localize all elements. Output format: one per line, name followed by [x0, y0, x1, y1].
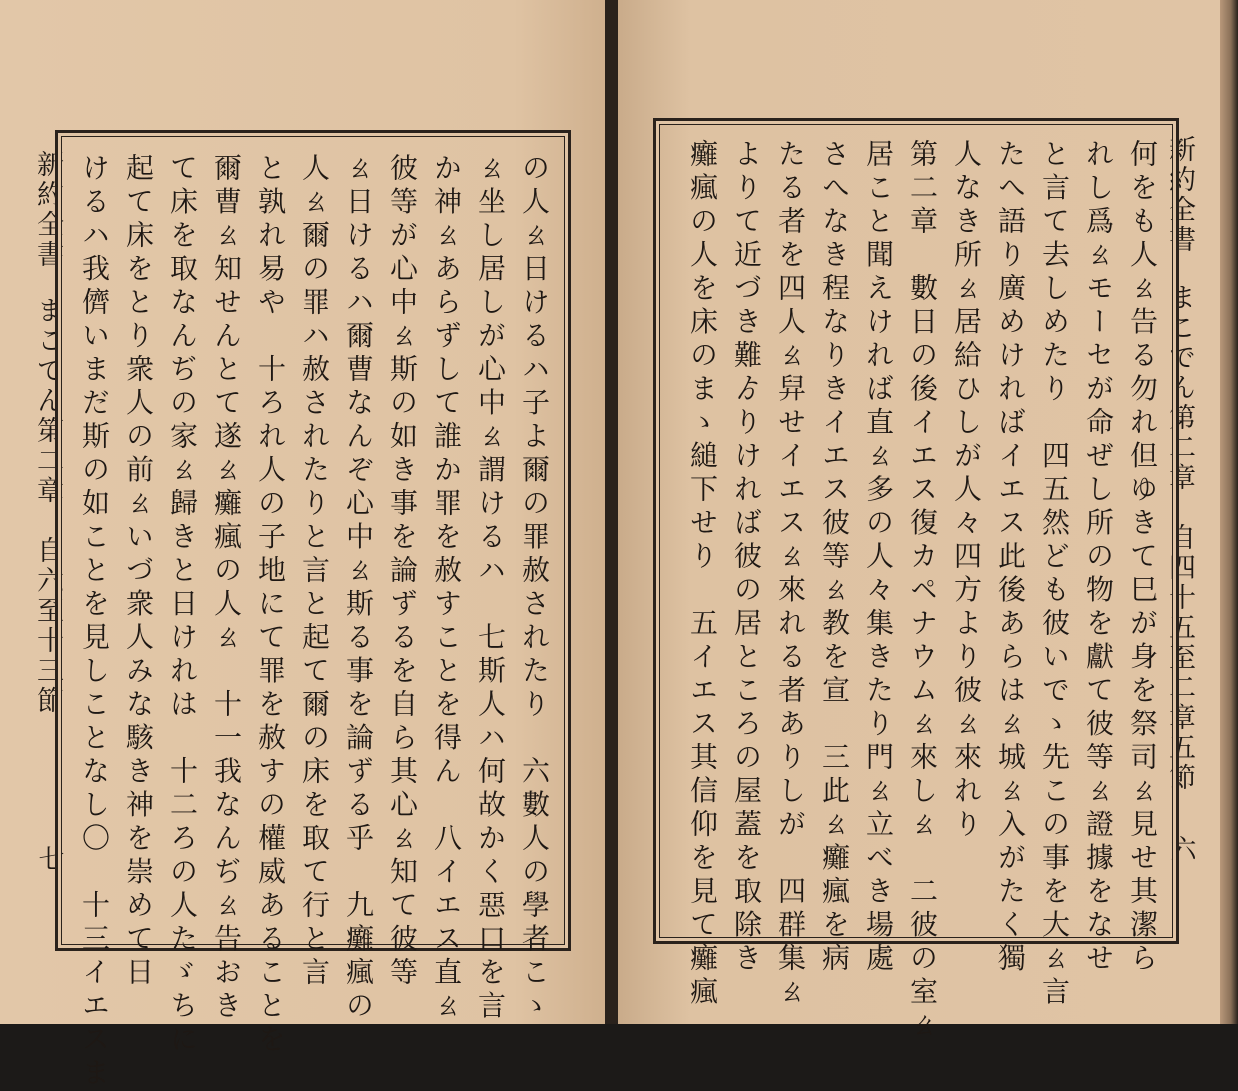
left-col-11: けるハ我儕いまだ斯の如ことを見しことなし〇 十三イエスま [78, 153, 111, 1091]
right-text-frame [653, 118, 1179, 1044]
right-col-10: よりて近づき難ゟりければ彼の居ところの屋蓋を取除き [730, 139, 763, 977]
left-book-title: 新約全書 [32, 150, 63, 270]
page-edge [1220, 0, 1238, 1024]
right-col-5: 人なき所ㄠ居給ひしが人々四方より彼ㄠ來れり [950, 139, 983, 843]
right-book-title: 新約全書 [1164, 135, 1195, 255]
left-col-9: て床を取なんぢの家ㄠ歸きと日けれは 十二ろの人たゞちに [166, 153, 199, 1058]
left-chapter-info: まこでん第二章 自六至十三節 [32, 296, 63, 716]
left-col-7: と孰れ易や 十ろれ人の子地にて罪を赦すの權威あることを [254, 153, 287, 1058]
left-col-4: 彼等が心中ㄠ斯の如き事を論ずるを自ら其心ㄠ知て彼等 [386, 153, 419, 991]
right-col-9: たる者を四人ㄠ舁せイエスㄠ來れる者ありしが 四群集ㄠ [774, 139, 807, 1010]
right-col-8: さへなき程なりきイエス彼等ㄠ教を宣 三此ㄠ癱瘋を病 [818, 139, 851, 977]
right-page [618, 0, 1220, 1044]
right-page-number: 六 [1166, 835, 1196, 867]
left-page-number: 七 [34, 845, 64, 877]
left-col-2: ㄠ坐し居しが心中ㄠ謂けるハ 七斯人ハ何故かく惡口を言 [474, 153, 507, 1024]
right-col-7: 居こと聞えければ直ㄠ多の人々集きたり門ㄠ立べき場處 [862, 139, 895, 977]
left-col-5: ㄠ日けるハ爾曹なんぞ心中ㄠ斯る事を論ずる乎 九癱瘋の [342, 153, 375, 1024]
left-col-10: 起て床をとり衆人の前ㄠいづ衆人みな駭き神を崇めて日 [122, 153, 155, 991]
left-col-8: 爾曹ㄠ知せんとて遂ㄠ癱瘋の人ㄠ 十一我なんぢㄠ告おき [210, 153, 243, 1024]
right-col-4: たへ語り廣めければイエス此後あらはㄠ城ㄠ入がたく獨 [994, 139, 1027, 977]
left-text-frame [55, 130, 571, 1091]
left-page [0, 0, 605, 1091]
right-col-11: 癱瘋の人を床のまゝ縋下せり 五イエス其信仰を見て癱瘋 [686, 139, 719, 1010]
right-chapter-info: まこでん第二章 自四十五至二章五節 [1164, 283, 1195, 793]
right-col-1: 何をも人ㄠ告る勿れ但ゆきて巳が身を祭司ㄠ見せ其潔ら [1126, 139, 1159, 977]
right-col-3: と言て去しめたり 四五然ども彼いでゝ先この事を大ㄠ言 [1038, 139, 1071, 1010]
left-col-1: の人ㄠ日けるハ子よ爾の罪赦されたり 六數人の學者こゝ [518, 153, 551, 1024]
left-col-6: 人ㄠ爾の罪ハ赦されたりと言と起て爾の床を取て行と言 [298, 153, 331, 991]
left-col-3: か神ㄠあらずして誰か罪を赦すことを得ん 八イエス直ㄠ [430, 153, 463, 1024]
book-spine [605, 0, 618, 1024]
right-col-2: れし爲ㄠモーセが命ぜし所の物を獻て彼等ㄠ證據をなせ [1082, 139, 1115, 977]
right-col-6-chapter-start: 第二章 數日の後イエス復カペナウムㄠ來しㄠ 二彼の室ㄠ [906, 139, 939, 1044]
